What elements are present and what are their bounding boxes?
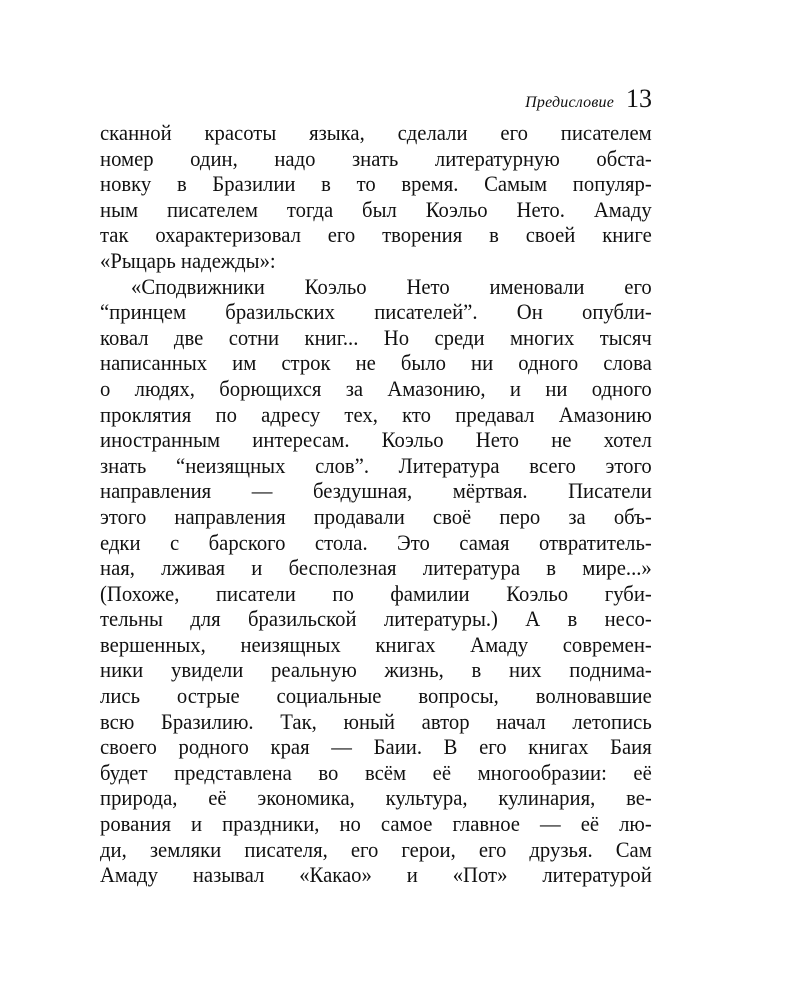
text-line: так охарактеризовал его творения в своей книге	[100, 222, 652, 248]
running-head-section-title: Предисловие	[525, 94, 614, 111]
text-line: ная, лживая и бесполезная литература в мире...»	[100, 555, 652, 581]
text-line: о людях, борющихся за Амазонию, и ни одного	[100, 375, 652, 401]
text-line: Амаду называл «Какао» и «Пот» литературой	[100, 862, 652, 888]
text-line: ковал две сотни книг... Но среди многих тысяч	[100, 324, 652, 350]
text-line: ники увидели реальную жизнь, в них поднима-	[100, 657, 652, 683]
text-line: тельны для бразильской литературы.) А в несо-	[100, 606, 652, 632]
text-line: сканной красоты языка, сделали его писателем	[100, 120, 652, 145]
text-line: своего родного края — Баии. В его книгах Баия	[100, 734, 652, 760]
text-line: ди, земляки писателя, его герои, его друзья. Сам	[100, 836, 652, 862]
text-line: всю Бразилию. Так, юный автор начал летопись	[100, 708, 652, 734]
text-line: едки с барского стола. Это самая отвратитель-	[100, 529, 652, 555]
text-line: «Рыцарь надежды»:	[100, 247, 276, 273]
text-line: ным писателем тогда был Коэльо Нето. Амаду	[100, 196, 652, 222]
body-text	[100, 120, 652, 888]
text-line: этого направления продавали своё перо за объ-	[100, 503, 652, 529]
text-line: проклятия по адресу тех, кто предавал Амазонию	[100, 401, 652, 427]
text-line: направления — бездушная, мёртвая. Писатели	[100, 478, 652, 504]
page-number: 13	[626, 84, 652, 113]
text-line: новку в Бразилии в то время. Самым популяр-	[100, 171, 652, 197]
running-head	[525, 84, 652, 114]
text-line: “принцем бразильских писателей”. Он опубли-	[100, 299, 652, 325]
text-line: иностранным интересам. Коэльо Нето не хотел	[100, 427, 652, 453]
text-line: (Похоже, писатели по фамилии Коэльо губи-	[100, 580, 652, 606]
text-line: природа, её экономика, культура, кулинария, ве-	[100, 785, 652, 811]
text-line: будет представлена во всём её многообразии: её	[100, 759, 652, 785]
text-line-paragraph-start: «Сподвижники Коэльо Нето именовали его	[131, 273, 652, 299]
text-line: номер один, надо знать литературную обста-	[100, 145, 652, 171]
text-line: вершенных, неизящных книгах Амаду современ-	[100, 631, 652, 657]
text-line: написанных им строк не было ни одного слова	[100, 350, 652, 376]
text-line: лись острые социальные вопросы, волновавшие	[100, 683, 652, 709]
text-line: рования и праздники, но самое главное — её лю-	[100, 811, 652, 837]
text-line: знать “неизящных слов”. Литература всего этого	[100, 452, 652, 478]
